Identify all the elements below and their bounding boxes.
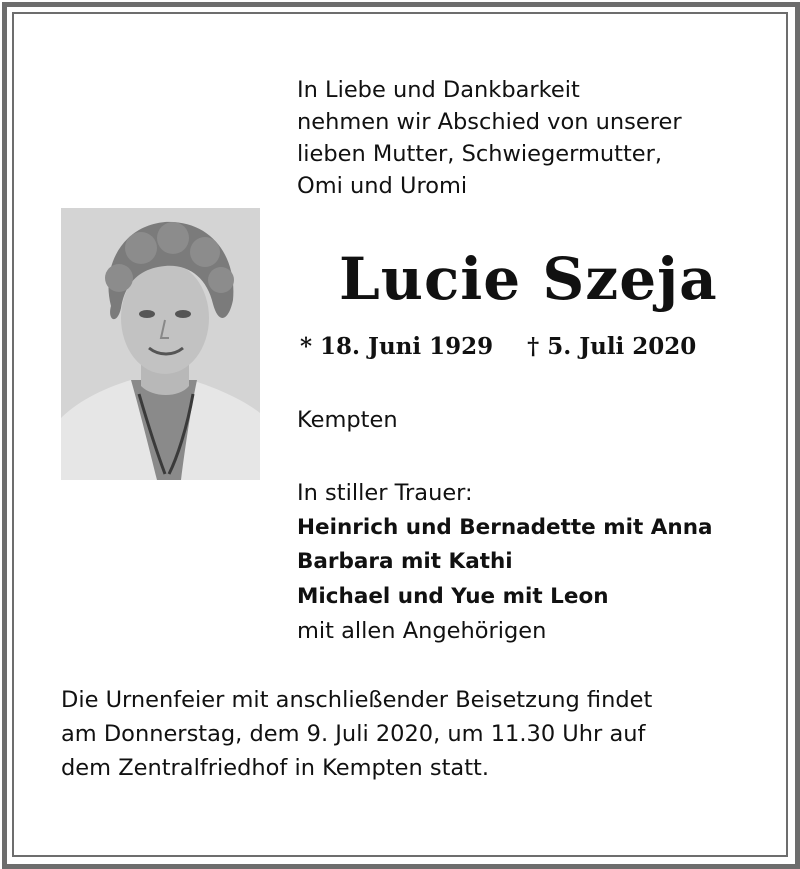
intro-text	[297, 74, 682, 202]
mourners-closing: mit allen Angehörigen	[297, 618, 547, 644]
service-info	[61, 683, 652, 785]
death-date: † 5. Juli 2020	[527, 333, 697, 360]
family-line: Barbara mit Kathi	[297, 549, 513, 574]
residence-place: Kempten	[297, 407, 398, 433]
intro-line: Omi und Uromi	[297, 173, 468, 199]
service-line: am Donnerstag, dem 9. Juli 2020, um 11.30 Uhr auf	[61, 721, 646, 747]
service-line: Die Urnenfeier mit anschließender Beisetzung findet	[61, 687, 653, 713]
mourners-heading: In stiller Trauer:	[297, 480, 473, 506]
mourners-block	[297, 476, 713, 649]
birth-date: * 18. Juni 1929	[300, 333, 494, 360]
portrait-photo	[61, 208, 260, 480]
intro-line: In Liebe und Dankbarkeit	[297, 77, 580, 103]
family-line: Michael und Yue mit Leon	[297, 583, 609, 609]
service-line: dem Zentralfriedhof in Kempten statt.	[61, 755, 490, 781]
intro-line: lieben Mutter, Schwiegermutter,	[297, 141, 663, 167]
family-line: Heinrich und Bernadette mit Anna	[297, 514, 713, 540]
life-dates	[300, 331, 696, 363]
intro-line: nehmen wir Abschied von unserer	[297, 109, 682, 135]
deceased-name: Lucie Szeja	[339, 245, 718, 313]
portrait-image-icon	[61, 208, 260, 480]
